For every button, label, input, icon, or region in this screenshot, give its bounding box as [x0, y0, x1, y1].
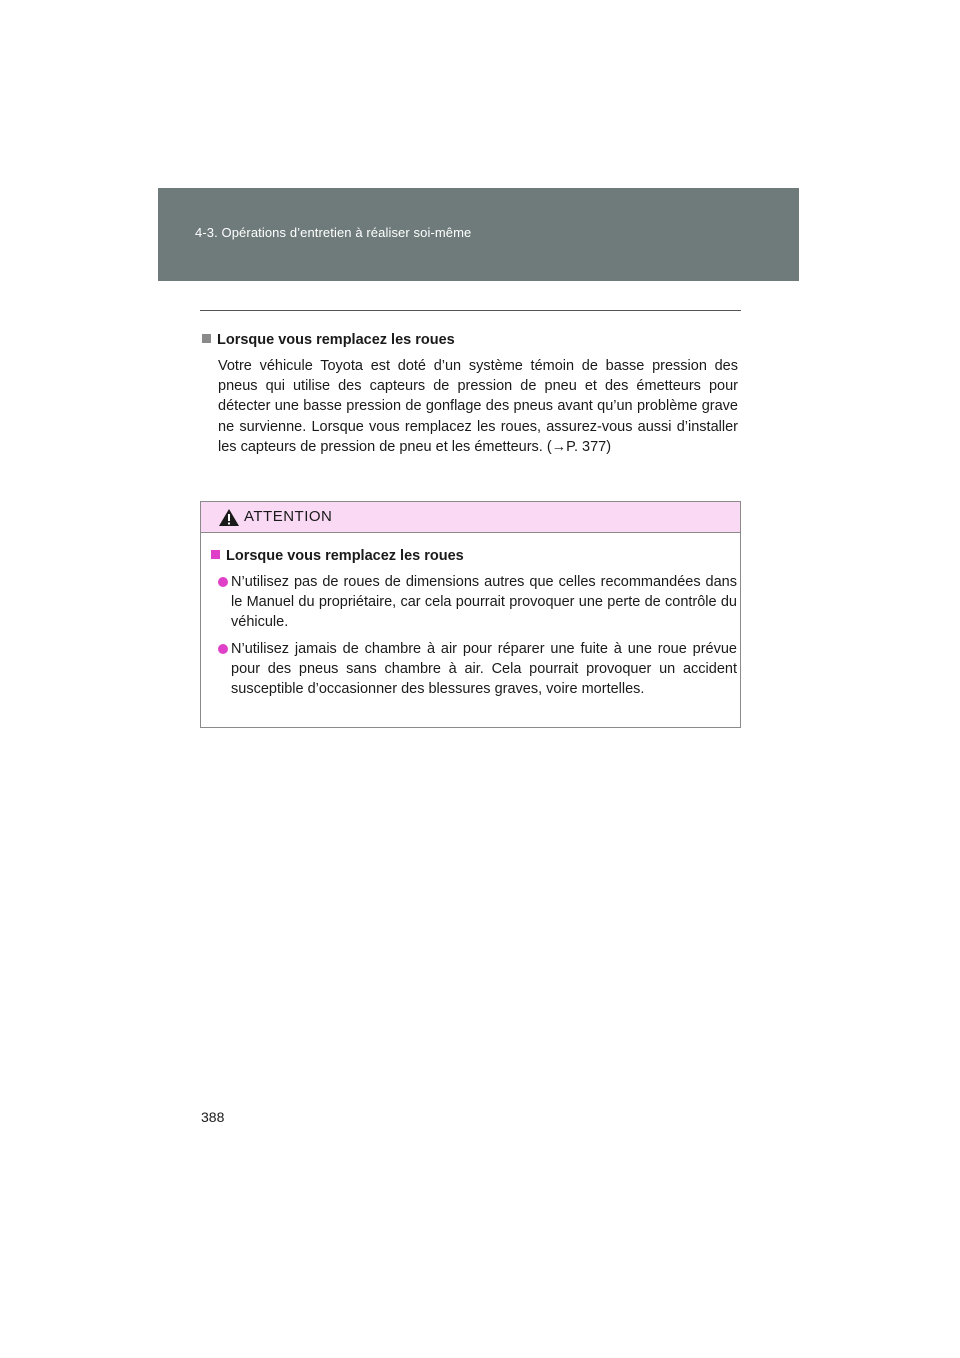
bullet-dot-icon [218, 644, 228, 654]
warning-label: ATTENTION [244, 508, 333, 525]
info-note [202, 330, 738, 457]
square-bullet-icon [211, 550, 220, 559]
warning-box [200, 501, 741, 728]
warning-triangle-icon [218, 508, 240, 527]
note-heading-row [202, 330, 738, 350]
warning-bullet-text: N’utilisez jamais de chambre à air pour réparer une fuite à une roue prévue pour des pneus sans chambre à air. Cela pourrait provoquer un accident susceptible d’occasionner des blessures graves, voire mortelles. [231, 640, 737, 698]
divider [200, 310, 741, 311]
warning-header [201, 502, 740, 533]
section-title: 4-3. Opérations d’entretien à réaliser soi-même [195, 225, 472, 240]
page-number: 388 [201, 1109, 225, 1125]
note-body: Votre véhicule Toyota est doté d’un système témoin de basse pression des pneus qui utilise des capteurs de pression de pneu et des émetteurs pour détecter une basse pression de gonflage des pneus avant qu’un problème grave ne survienne. Lorsque vous remplacez les roues, assurez-vous aussi d’installer les capteurs de pression de pneu et les émetteurs. (→P. 377) [218, 358, 738, 455]
warning-heading: Lorsque vous remplacez les roues [226, 548, 464, 564]
warning-bullet [211, 572, 737, 633]
warning-bullet [211, 639, 737, 700]
bullet-dot-icon [218, 577, 228, 587]
warning-heading-row [211, 546, 737, 566]
warning-body [201, 533, 737, 699]
square-bullet-icon [202, 334, 211, 343]
section-header-band [158, 188, 799, 281]
note-heading: Lorsque vous remplacez les roues [217, 332, 455, 348]
warning-bullet-text: N’utilisez pas de roues de dimensions autres que celles recommandées dans le Manuel du propriétaire, car cela pourrait provoquer une perte de contrôle du véhicule. [231, 574, 737, 631]
